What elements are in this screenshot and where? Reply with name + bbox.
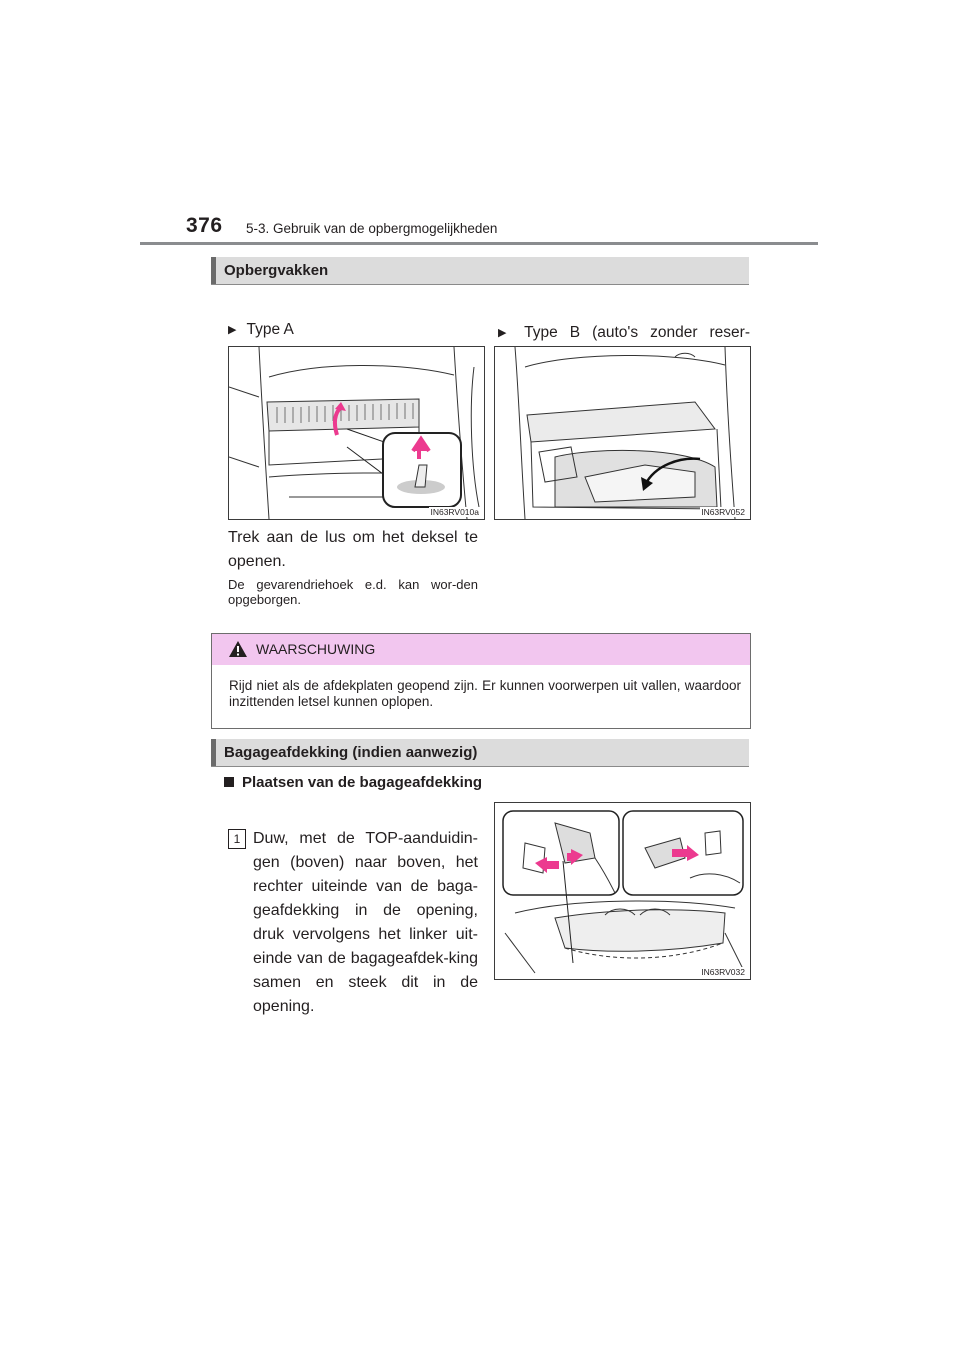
section-bar-accent [211, 257, 216, 284]
figure-code: IN63RV032 [701, 967, 745, 977]
step-number-badge: 1 [228, 829, 246, 849]
triangle-bullet-icon: ▶ [498, 327, 515, 339]
chapter-title: 5-3. Gebruik van de opbergmogelijkheden [246, 221, 498, 236]
figure-type-b [494, 346, 751, 520]
triangle-bullet-icon: ▶ [228, 324, 237, 336]
square-bullet-icon [224, 777, 234, 787]
section-bar-accent [211, 739, 216, 766]
warning-header [212, 634, 750, 665]
warning-text: Rijd niet als de afdekplaten geopend zijn. Er kunnen voorwerpen uit vallen, waardoor inzittenden letsel kunnen oplopen. [229, 678, 741, 709]
warning-triangle-icon [228, 640, 248, 658]
note-text: De gevarendriehoek e.d. kan wor-den opgeborgen. [228, 577, 478, 607]
page-number: 376 [186, 214, 223, 237]
figure-cover-install [494, 802, 751, 980]
subheading-text: Plaatsen van de bagageafdekking [242, 774, 483, 791]
type-a-label [228, 321, 294, 339]
type-b-text: Type B (auto's zonder reser- [524, 324, 750, 341]
figure-type-a [228, 346, 485, 520]
warning-box [211, 633, 751, 729]
section-bar-opbergvakken [211, 257, 749, 285]
type-a-text: Type A [246, 321, 294, 338]
trunk-illustration-b [495, 347, 750, 519]
cover-install-illustration [495, 803, 750, 979]
header-divider [140, 242, 818, 245]
subheading [224, 774, 482, 791]
trunk-illustration-a [229, 347, 484, 519]
section-bar-bagageafdekking [211, 739, 749, 767]
warning-label: WAARSCHUWING [256, 641, 376, 657]
section-title: Opbergvakken [224, 262, 329, 279]
figure-code: IN63RV010a [430, 507, 479, 517]
step-text: Duw, met de TOP-aanduidin-gen (boven) naar boven, het rechter uiteinde van de baga-geafdekking in de opening, druk vervolgens het linker uit-einde van de bagageafdek-king samen en steek dit in de opening. [253, 830, 478, 1015]
section-title: Bagageafdekking (indien aanwezig) [224, 744, 478, 761]
figure-code: IN63RV052 [701, 507, 745, 517]
instruction-text: Trek aan de lus om het deksel te openen. [228, 529, 478, 570]
